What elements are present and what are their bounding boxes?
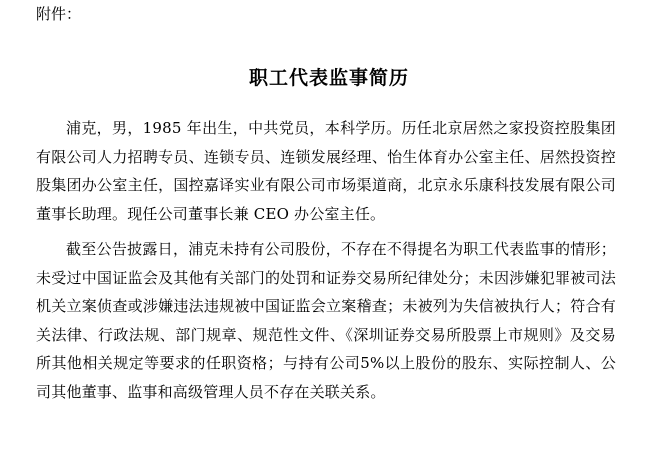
document-title: 职工代表监事简历: [248, 67, 409, 89]
attachment-label: 附件：: [36, 5, 82, 23]
resume-paragraph: 浦克，男，1985 年出生，中共党员，本科学历。历任北京居然之家投资控股集团有限公司人力招聘专员、连锁专员、连锁发展经理、怡生体育办公室主任、居然投资控股集团办公室主任，国控嘉译实业有限公司市场渠道商，北京永乐康科技发展有限公司董事长助理。现任公司董事长兼 CEO 办公室主任。: [36, 119, 616, 223]
disclosure-paragraph: 截至公告披露日，浦克未持有公司股份，不存在不得提名为职工代表监事的情形；未受过中国证监会及其他有关部门的处罚和证券交易所纪律处分；未因涉嫌犯罪被司法机关立案侦查或涉嫌违法违规被中国证监会立案稽查；未被列为失信被执行人；符合有关法律、行政法规、部门规章、规范性文件、《深圳证券交易所股票上市规则》及交易所其他相关规定等要求的任职资格；与持有公司5%以上股份的股东、实际控制人、公司其他董事、监事和高级管理人员不存在关联关系。: [36, 240, 616, 401]
